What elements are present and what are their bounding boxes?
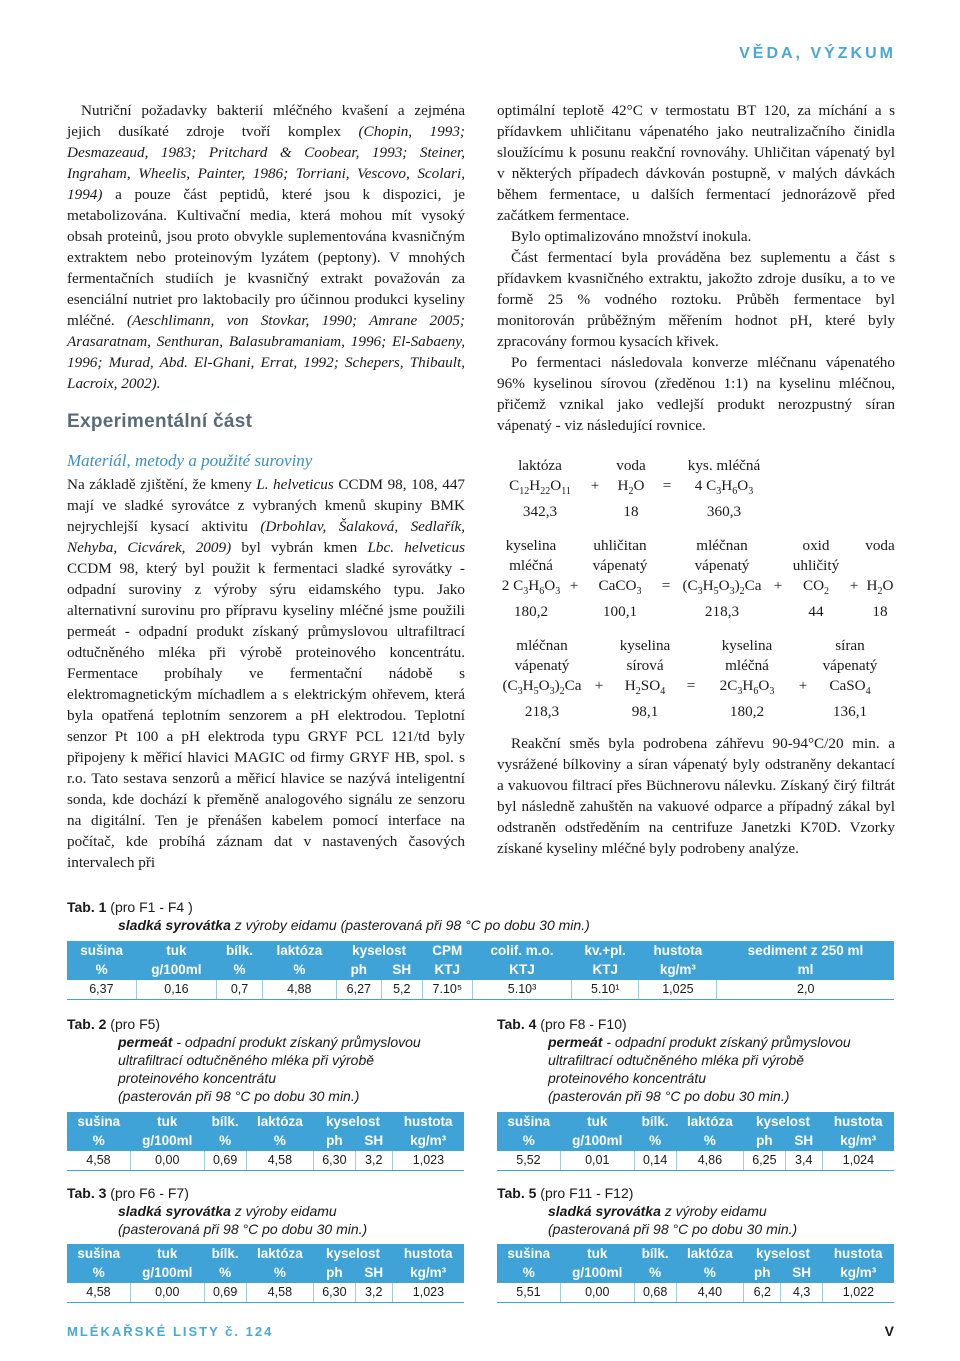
table-value-cell: 4,86 bbox=[676, 1150, 744, 1170]
table-header-cell: bílk. bbox=[217, 941, 263, 960]
table-unit-cell: KTJ bbox=[422, 960, 472, 979]
table-value-cell: 6,27 bbox=[336, 979, 381, 999]
table-value-cell: 3,4 bbox=[785, 1150, 822, 1170]
left-column bbox=[67, 100, 465, 873]
table-value-cell: 4,3 bbox=[781, 1282, 822, 1302]
table-header-cell: kyselost bbox=[744, 1112, 823, 1131]
table-value-cell: 6,30 bbox=[314, 1150, 355, 1170]
table-unit-cell: % bbox=[676, 1263, 744, 1282]
right-column-bottom bbox=[497, 733, 895, 859]
table-header-cell: kv.+pl. bbox=[572, 941, 639, 960]
table-header-cell: sediment z 250 ml bbox=[717, 941, 894, 960]
table-unit-cell: SH bbox=[781, 1263, 822, 1282]
table-header-cell: laktóza bbox=[246, 1244, 314, 1263]
table-header-cell: hustota bbox=[822, 1244, 894, 1263]
table-value-cell: 5,2 bbox=[381, 979, 422, 999]
table-unit-cell: % bbox=[634, 1263, 676, 1282]
table-value-cell: 5,52 bbox=[497, 1150, 560, 1170]
table-unit-cell: % bbox=[67, 960, 136, 979]
table-unit-cell: ph bbox=[744, 1263, 781, 1282]
table-unit-cell: % bbox=[246, 1263, 314, 1282]
table-3-caption: Tab. 3 (pro F6 - F7) sladká syrovátka z výroby eidamu (pasterovaná při 98 °C po dobu 30 min.) bbox=[67, 1185, 368, 1237]
right-paragraph-5: Reakční směs byla podrobena záhřevu 90-94°C/20 min. a vysrážené bílkoviny a síran vápenatý byly odstraněny dekantací a vakuovou filtrací přes Büchnerovu nálevku. Získaný čirý filtrát byl následně zahuštěn na vakuové odparce a případný zákal byl odstraněn odstředěním na centrifuze Janetzki K70D. Vzorky získané kyseliny mléčné byly podrobeny analýze. bbox=[497, 735, 895, 857]
table-unit-cell: % bbox=[497, 1131, 560, 1150]
table-header-cell: kyselost bbox=[744, 1244, 823, 1263]
table-header-cell: CPM bbox=[422, 941, 472, 960]
table-unit-cell: SH bbox=[381, 960, 422, 979]
table-unit-cell: ph bbox=[336, 960, 381, 979]
table-value-cell: 0,16 bbox=[136, 979, 216, 999]
table-unit-cell: % bbox=[67, 1263, 130, 1282]
table-unit-cell: SH bbox=[355, 1263, 392, 1282]
table-value-cell: 0,69 bbox=[204, 1282, 246, 1302]
table-value-cell: 4,58 bbox=[246, 1150, 314, 1170]
table-unit-cell: % bbox=[204, 1131, 246, 1150]
table-header-cell: hustota bbox=[822, 1112, 894, 1131]
intro-paragraph: Nutriční požadavky bakterií mléčného kvašení a zejména jejich dusíkaté zdroje tvoří komplex (Chopin, 1993; Desmazeaud, 1983; Pritchard & Coobear, 1993; Steiner, Ingraham, Wheelis, Painter, 1986; Torriani, Vescovo, Scolari, 1994) a pouze část peptidů, které jsou k dispozici, je metabolizována. Kultivační media, která mohou mít vysoký obsah proteinů, jsou proto obvykle suplementována kvasničným extraktem nebo proteinovým lyzátem (peptony). V mnohých fermentačních studiích je kvasničný extrakt považován za esenciální nutriet pro laktobacily pro účinnou produkci kyseliny mléčné. (Aeschlimann, von Stovkar, 1990; Amrane 2005; Arasaratnam, Senthuran, Balasubramaniam, 1996; El-Sabaeny, 1996; Murad, Abd. El-Ghani, Errat, 1992; Schepers, Thibault, Lacroix, 2002). bbox=[67, 102, 465, 392]
table-value-cell: 3,2 bbox=[355, 1282, 392, 1302]
table-header-cell: hustota bbox=[639, 941, 717, 960]
table-value-cell: 3,2 bbox=[355, 1150, 392, 1170]
right-paragraph-3: Část fermentací byla prováděna bez suplementu a část s přídavkem kvasničného extraktu, jakožto zdroje dusíku, a to ve formě 25 % vodného roztoku. Průběh fermentace byl monitorován průběžným měřením hodnot pH, které byly zpracovány formou kysacích křivek. bbox=[497, 249, 895, 350]
table-value-cell: 4,58 bbox=[67, 1150, 130, 1170]
table-unit-cell: % bbox=[67, 1131, 130, 1150]
table-unit-cell: g/100ml bbox=[130, 1263, 204, 1282]
table-value-cell: 4,40 bbox=[676, 1282, 744, 1302]
methods-paragraph: Na základě zjištění, že kmeny L. helveticus CCDM 98, 108, 447 mají ve sladké syrovátce z vybraných kmenů skupiny BMK nejrychlejší kysací aktivitu (Drbohlav, Šalaková, Sedlařík, Nehyba, Cicvárek, 2009) byl vybrán kmen Lbc. helveticus CCDM 98, který byl použit k fermentaci sladké syrovátky - odpadní suroviny z výroby sýru eidamského typu. Jako alternativní surovinu pro přípravu kyseliny mléčné jsme použili permeát - odpadní produkt získaný průmyslovou ultrafiltrací odtučněného mléka při výrobě proteinového koncentrátu. Fermentace probíhaly ve fermentační nádobě s elektromagnetickým míchadlem a s elektrickým ohřevem, která byla opatřená teplotním senzorem a pH elektrodou. Teplotní senzor Pt 100 a pH elektroda typu GRYF PCL 121/td byly připojeny k měřicí hlavici MAGIC od firmy GRYF HB, spol. s r.o. Tato sestava senzorů a měřicí hlavice se nazývá inteligentní sonda, kde dochází k přeměně analogového signálu ze senzoru na digitální. Ten je přenášen kabelem pomocí interface na počítač, kde probíhá záznam dat v nastavených časových intervalech při bbox=[67, 476, 466, 871]
table-1 bbox=[67, 941, 894, 1000]
journal-footer: MLÉKAŘSKÉ LISTY č. 124 bbox=[67, 1324, 274, 1339]
table-header-cell: hustota bbox=[392, 1112, 464, 1131]
table-unit-cell: % bbox=[217, 960, 263, 979]
table-unit-cell: kg/m³ bbox=[822, 1263, 894, 1282]
table-value-cell: 6,30 bbox=[314, 1282, 355, 1302]
table-unit-cell: % bbox=[634, 1131, 676, 1150]
table-header-cell: tuk bbox=[560, 1112, 634, 1131]
table-unit-cell: ml bbox=[717, 960, 894, 979]
table-unit-cell: SH bbox=[355, 1131, 392, 1150]
section-heading: Experimentální část bbox=[67, 411, 253, 432]
table-header-cell: laktóza bbox=[676, 1244, 744, 1263]
section-label: VĚDA, VÝZKUM bbox=[739, 45, 896, 62]
table-value-cell: 1,022 bbox=[822, 1282, 894, 1302]
table-header-cell: colif. m.o. bbox=[472, 941, 571, 960]
table-unit-cell: g/100ml bbox=[130, 1131, 204, 1150]
right-column-top bbox=[497, 100, 895, 436]
table-unit-cell: % bbox=[263, 960, 337, 979]
table-unit-cell: kg/m³ bbox=[822, 1131, 894, 1150]
table-value-cell: 5,51 bbox=[497, 1282, 560, 1302]
table-value-cell: 4,58 bbox=[67, 1282, 130, 1302]
table-5-caption: Tab. 5 (pro F11 - F12) sladká syrovátka z výroby eidamu (pasterovaná při 98 °C po dobu 30 min.) bbox=[497, 1185, 798, 1237]
table-unit-cell: KTJ bbox=[572, 960, 639, 979]
equation-3-formula: $(C_3H_5O_3)_2Ca$ + $H_2SO_4$ = $2C_3H_6O_3$ + CaSO$_4$ bbox=[502, 677, 871, 698]
subsection-heading: Materiál, metody a použité suroviny bbox=[67, 451, 313, 470]
table-value-cell: 1,023 bbox=[392, 1150, 464, 1170]
table-unit-cell: kg/m³ bbox=[639, 960, 717, 979]
table-header-cell: laktóza bbox=[676, 1112, 744, 1131]
table-value-cell: 0,69 bbox=[204, 1150, 246, 1170]
table-2-caption: Tab. 2 (pro F5) permeát - odpadní produkt získaný průmyslovou ultrafiltrací odtučněného mléka při výrobě proteinového koncentrátu (pasterován při 98 °C po dobu 30 min.) bbox=[67, 1016, 421, 1104]
table-header-cell: bílk. bbox=[634, 1244, 676, 1263]
right-paragraph-2: Bylo optimalizováno množství inokula. bbox=[511, 228, 752, 245]
table-header-cell: tuk bbox=[560, 1244, 634, 1263]
table-header-cell: tuk bbox=[136, 941, 216, 960]
table-value-cell: 7.10⁵ bbox=[422, 979, 472, 999]
table-unit-cell: ph bbox=[744, 1131, 785, 1150]
table-value-cell: 1,023 bbox=[392, 1282, 464, 1302]
table-unit-cell: kg/m³ bbox=[392, 1131, 464, 1150]
table-unit-cell: % bbox=[246, 1131, 314, 1150]
equation-1: laktóza voda kys. mléčná $C_{12}H_{22}O_{11}$ + $H_2O$ = 4 $C_3H_6O_3$ 342,3 18 360,3 bbox=[497, 456, 787, 522]
table-3 bbox=[67, 1244, 464, 1303]
equation-3: mléčnan kyselina kyselina síran vápenatý sírová mléčná vápenatý $(C_3H_5O_3)_2Ca$ + $H_2SO_4$ = $2C_3H_6O_3$ + CaSO$_4$ 218,3 98,1 180,2 136,1 bbox=[497, 636, 887, 722]
table-header-cell: sušina bbox=[67, 1244, 130, 1263]
right-paragraph-1: optimální teplotě 42°C v termostatu BT 120, za míchání a s přídavkem uhličitanu vápenatého jako neutralizačního činidla sloužícímu k posunu reakční rovnováhy. Uhličitan vápenatý byl v některých případech dávkován postupně, v malých dávkách během fermentace, u dalších fermentací jednorázově před začátkem fermentace. bbox=[497, 102, 895, 224]
table-header-cell: bílk. bbox=[204, 1244, 246, 1263]
table-value-cell: 2,0 bbox=[717, 979, 894, 999]
table-value-cell: 0,00 bbox=[130, 1150, 204, 1170]
table-unit-cell: % bbox=[204, 1263, 246, 1282]
table-unit-cell: g/100ml bbox=[136, 960, 216, 979]
table-value-cell: 1,024 bbox=[822, 1150, 894, 1170]
water-formula: $H_2O$ bbox=[617, 477, 645, 498]
lactic-acid-formula: 4 $C_3H_6O_3$ bbox=[694, 477, 754, 498]
table-header-cell: bílk. bbox=[634, 1112, 676, 1131]
table-unit-cell: % bbox=[497, 1263, 560, 1282]
table-value-cell: 4,58 bbox=[246, 1282, 314, 1302]
table-header-cell: kyselost bbox=[314, 1244, 393, 1263]
table-value-cell: 5.10³ bbox=[472, 979, 571, 999]
table-4 bbox=[497, 1112, 894, 1171]
right-paragraph-4: Po fermentaci následovala konverze mléčnanu vápenatého 96% kyselinou sírovou (zředěnou 1:1) na kyselinu mléčnou, přičemž vznikal jako vedlejší produkt nerozpustný síran vápenatý - viz následující rovnice. bbox=[497, 354, 895, 434]
table-header-cell: sušina bbox=[497, 1112, 560, 1131]
table-value-cell: 6,37 bbox=[67, 979, 136, 999]
page-number: V bbox=[884, 1323, 894, 1339]
table-header-cell: sušina bbox=[497, 1244, 560, 1263]
table-value-cell: 0,68 bbox=[634, 1282, 676, 1302]
table-header-cell: sušina bbox=[67, 1112, 130, 1131]
table-unit-cell: g/100ml bbox=[560, 1131, 634, 1150]
table-value-cell: 0,01 bbox=[560, 1150, 634, 1170]
table-header-cell: tuk bbox=[130, 1112, 204, 1131]
table-2 bbox=[67, 1112, 464, 1171]
table-unit-cell: % bbox=[676, 1131, 744, 1150]
table-header-cell: laktóza bbox=[263, 941, 337, 960]
table-header-cell: kyselost bbox=[314, 1112, 393, 1131]
table-value-cell: 1,025 bbox=[639, 979, 717, 999]
table-value-cell: 4,88 bbox=[263, 979, 337, 999]
table-header-cell: hustota bbox=[392, 1244, 464, 1263]
table-header-cell: bílk. bbox=[204, 1112, 246, 1131]
table-unit-cell: ph bbox=[314, 1263, 355, 1282]
table-value-cell: 5.10¹ bbox=[572, 979, 639, 999]
table-value-cell: 0,7 bbox=[217, 979, 263, 999]
table-unit-cell: kg/m³ bbox=[392, 1263, 464, 1282]
table-4-caption: Tab. 4 (pro F8 - F10) permeát - odpadní produkt získaný průmyslovou ultrafiltrací odtučněného mléka při výrobě proteinového koncentrátu (pasterován při 98 °C po dobu 30 min.) bbox=[497, 1016, 851, 1104]
table-value-cell: 0,00 bbox=[560, 1282, 634, 1302]
table-header-cell: sušina bbox=[67, 941, 136, 960]
table-unit-cell: g/100ml bbox=[560, 1263, 634, 1282]
equation-2-formula: 2 $C_3H_6O_3$ + CaCO$_3$ = $(C_3H_5O_3)_2Ca$ + $CO_2$ + $H_2O$ bbox=[501, 577, 894, 598]
table-header-cell: laktóza bbox=[246, 1112, 314, 1131]
table-unit-cell: SH bbox=[785, 1131, 822, 1150]
table-header-cell: tuk bbox=[130, 1244, 204, 1263]
table-value-cell: 6,25 bbox=[744, 1150, 785, 1170]
table-5 bbox=[497, 1244, 894, 1303]
lactose-formula: $C_{12}H_{22}O_{11}$ bbox=[509, 477, 571, 498]
table-header-cell: kyselost bbox=[336, 941, 422, 960]
table-value-cell: 0,14 bbox=[634, 1150, 676, 1170]
table-1-caption: Tab. 1 (pro F1 - F4 ) sladká syrovátka z výroby eidamu (pasterovaná při 98 °C po dobu 30 min.) bbox=[67, 899, 590, 933]
table-value-cell: 0,00 bbox=[130, 1282, 204, 1302]
table-value-cell: 6,2 bbox=[744, 1282, 781, 1302]
equation-2: kyselina uhličitan mléčnan oxid voda mléčná vápenatý vápenatý uhličitý 2 $C_3H_6O_3$ + CaCO$_3$ = $(C_3H_5O_3)_2Ca$ + $CO_2$ + $H_2O$ 180,2 100,1 218,3 44 18 bbox=[497, 536, 897, 622]
table-unit-cell: ph bbox=[314, 1131, 355, 1150]
table-unit-cell: KTJ bbox=[472, 960, 571, 979]
